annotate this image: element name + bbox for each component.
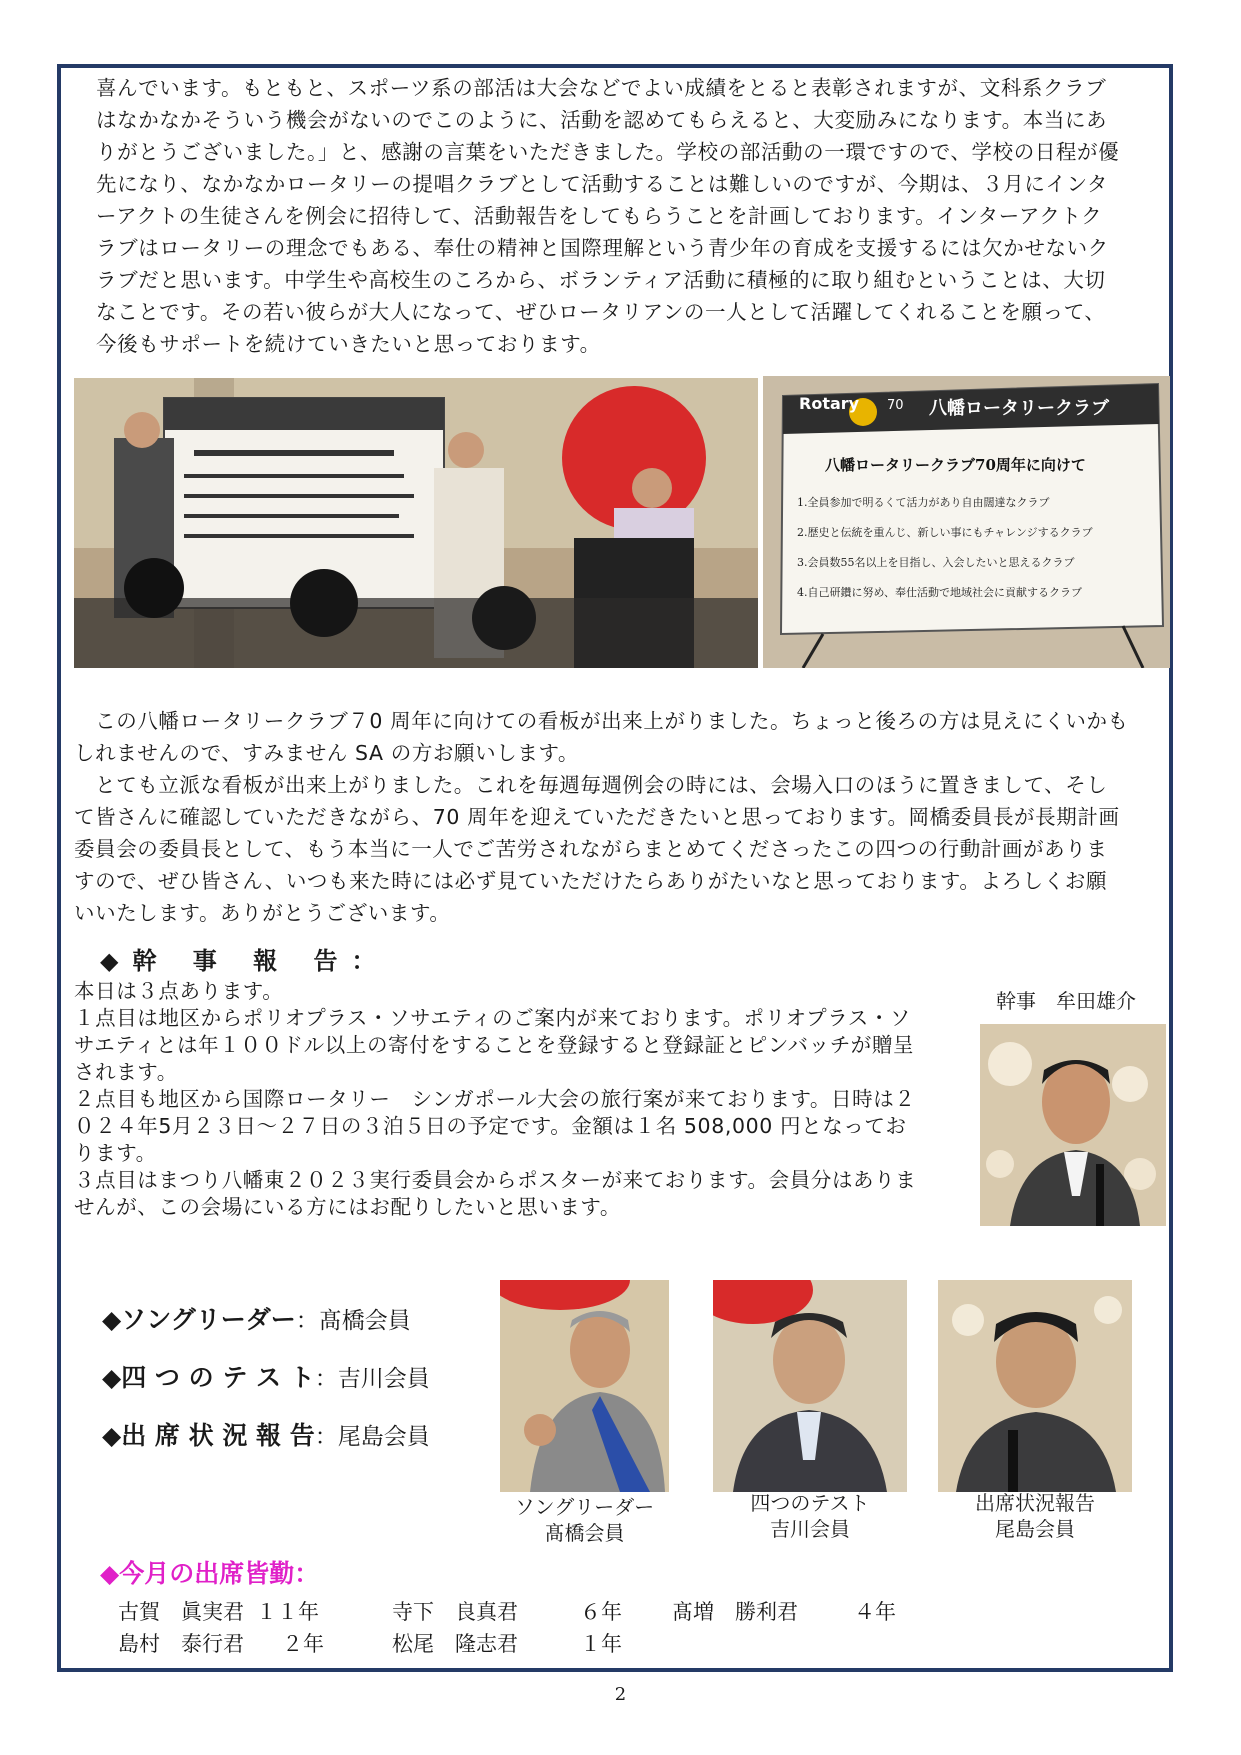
signboard-paragraph — [74, 705, 1166, 929]
meeting-photo — [74, 378, 758, 668]
body-line: この八幡ロータリークラブ７0 周年に向けての看板が出来上がりました。ちょっと後ろの方は見えにくいかも — [74, 709, 1129, 733]
role-attendance-report — [102, 1416, 430, 1452]
member-name: 島村 泰行君 — [118, 1632, 244, 1656]
song-leader-caption — [500, 1494, 669, 1546]
member-name: 古賀 眞実君 — [118, 1600, 244, 1624]
page-number: 2 — [614, 1684, 627, 1705]
member-years: ６年 — [580, 1600, 622, 1624]
report-line: ２点目も地区から国際ロータリー シンガポール大会の旅行案が来ております。日時は２ — [74, 1087, 916, 1111]
role-member: ：吉川会員 — [314, 1366, 430, 1392]
role-label: ◆ソングリーダー — [102, 1305, 296, 1334]
caption-role: 出席状況報告 — [975, 1491, 1095, 1515]
intro-line: 先になり、なかなかロータリーの提唱クラブとして活動することは難しいのですが、今期は、３月にインタ — [96, 172, 1108, 196]
caption-role: ソングリーダー — [514, 1495, 655, 1519]
body-line: 委員会の委員長として、もう本当に一人でご苦労されながらまとめてくださったこの四つの行動計画がありま — [74, 837, 1108, 861]
signboard-badge: 70 — [887, 398, 904, 413]
member-years: １年 — [580, 1632, 622, 1656]
attendance-reporter-caption — [938, 1490, 1132, 1542]
attendance-reporter-photo — [938, 1280, 1132, 1492]
member-name: 寺下 良真君 — [392, 1600, 518, 1624]
report-line: ります。 — [74, 1141, 157, 1165]
caption-role: 四つのテスト — [750, 1491, 870, 1515]
song-leader-photo — [500, 1280, 669, 1492]
signboard-brand: Rotary — [799, 394, 860, 413]
caption-member: 尾島会員 — [995, 1517, 1075, 1541]
report-line: 本日は３点あります。 — [74, 979, 284, 1003]
member-years: ２年 — [282, 1632, 324, 1656]
intro-line: ーアクトの生徒さんを例会に招待して、活動報告をしてもらうことを計画しております。インターアクトク — [96, 204, 1103, 228]
report-line: サエティとは年１００ドル以上の寄付をすることを登録すると登録証とピンバッチが贈呈 — [74, 1033, 915, 1057]
secretary-report-text — [74, 978, 958, 1221]
role-member: ：髙橋会員 — [295, 1308, 411, 1334]
signboard-item: 3.会員数55名以上を目指し、入会したいと思えるクラブ — [797, 556, 1075, 569]
body-line: すので、ぜひ皆さん、いつも来た時には必ず見ていただけたらありがたいなと思っております。よろしくお願 — [74, 869, 1108, 893]
intro-line: ラブはロータリーの理念でもある、奉仕の精神と国際理解という青少年の育成を支援するには欠かせないク — [96, 236, 1109, 260]
member-years: １１年 — [256, 1600, 319, 1624]
body-line: しれませんので、すみません SA の方お願いします。 — [74, 741, 579, 765]
role-label: ◆四 つ の テ ス ト — [102, 1363, 315, 1392]
intro-line: 喜んでいます。もともと、スポーツ系の部活は大会などでよい成績をとると表彰されますが、文科系クラブ — [96, 76, 1107, 100]
intro-line: ラブだと思います。中学生や高校生のころから、ボランティア活動に積極的に取り組むということは、大切 — [96, 268, 1106, 292]
role-four-way-test — [102, 1358, 430, 1394]
intro-line: なことです。その若い彼らが大人になって、ぜひロータリアンの一人として活躍してくれることを願って、 — [96, 300, 1106, 324]
secretary-report-heading: ◆幹 事 報 告： — [100, 947, 390, 975]
member-years: ４年 — [854, 1600, 896, 1624]
caption-member: 髙橋会員 — [544, 1521, 625, 1545]
intro-line: りがとうございました。」と、感謝の言葉をいただきました。学校の部活動の一環ですので、学校の日程が優 — [96, 140, 1120, 164]
perfect-attendance-heading: ◆今月の出席皆勤： — [100, 1559, 320, 1588]
secretary-photo — [980, 1024, 1166, 1226]
body-line: とても立派な看板が出来上がりました。これを毎週毎週例会の時には、会場入口のほうに置きまして、そし — [74, 773, 1108, 797]
signboard-club: 八幡ロータリークラブ — [929, 398, 1109, 419]
intro-line: はなかなかそういう機会がないのでこのように、活動を認めてもらえると、大変励みになります。本当にあ — [96, 108, 1108, 132]
signboard-heading: 八幡ロータリークラブ70周年に向けて — [825, 456, 1086, 474]
role-song-leader — [102, 1300, 411, 1336]
role-label: ◆出 席 状 況 報 告 — [102, 1421, 315, 1450]
body-line: いいたします。ありがとうございます。 — [74, 901, 451, 925]
report-line: ３点目はまつり八幡東２０２３実行委員会からポスターが来ております。会員分はありま — [74, 1168, 917, 1192]
signboard-item: 4.自己研鑽に努め、奉仕活動で地域社会に貢献するクラブ — [797, 586, 1083, 599]
report-line: されます。 — [74, 1060, 178, 1084]
four-way-test-photo — [713, 1280, 907, 1492]
intro-paragraph — [96, 72, 1166, 360]
signboard-item: 2.歴史と伝統を重んじ、新しい事にもチャレンジするクラブ — [797, 526, 1093, 539]
intro-line: 今後もサポートを続けていきたいと思っております。 — [96, 332, 601, 356]
report-line: １点目は地区からポリオプラス・ソサエティのご案内が来ております。ポリオプラス・ソ — [74, 1006, 912, 1030]
signboard-item: 1.全員参加で明るくて活力があり自由闊達なクラブ — [797, 496, 1050, 509]
report-line: せんが、この会場にいる方にはお配りしたいと思います。 — [74, 1195, 621, 1219]
body-line: て皆さんに確認していただきながら、70 周年を迎えていただきたいと思っております。岡橋委員長が長期計画 — [74, 805, 1120, 829]
signboard-photo — [763, 376, 1170, 668]
four-way-test-caption — [713, 1490, 907, 1542]
caption-member: 吉川会員 — [770, 1517, 850, 1541]
member-name: 髙増 勝利君 — [672, 1600, 798, 1624]
report-line: ０２４年5月２３日～２７日の３泊５日の予定です。金額は１名 508,000 円となってお — [74, 1114, 907, 1138]
role-member: ：尾島会員 — [314, 1424, 430, 1450]
secretary-photo-caption: 幹事 牟田雄介 — [996, 989, 1136, 1013]
member-name: 松尾 隆志君 — [392, 1632, 518, 1656]
